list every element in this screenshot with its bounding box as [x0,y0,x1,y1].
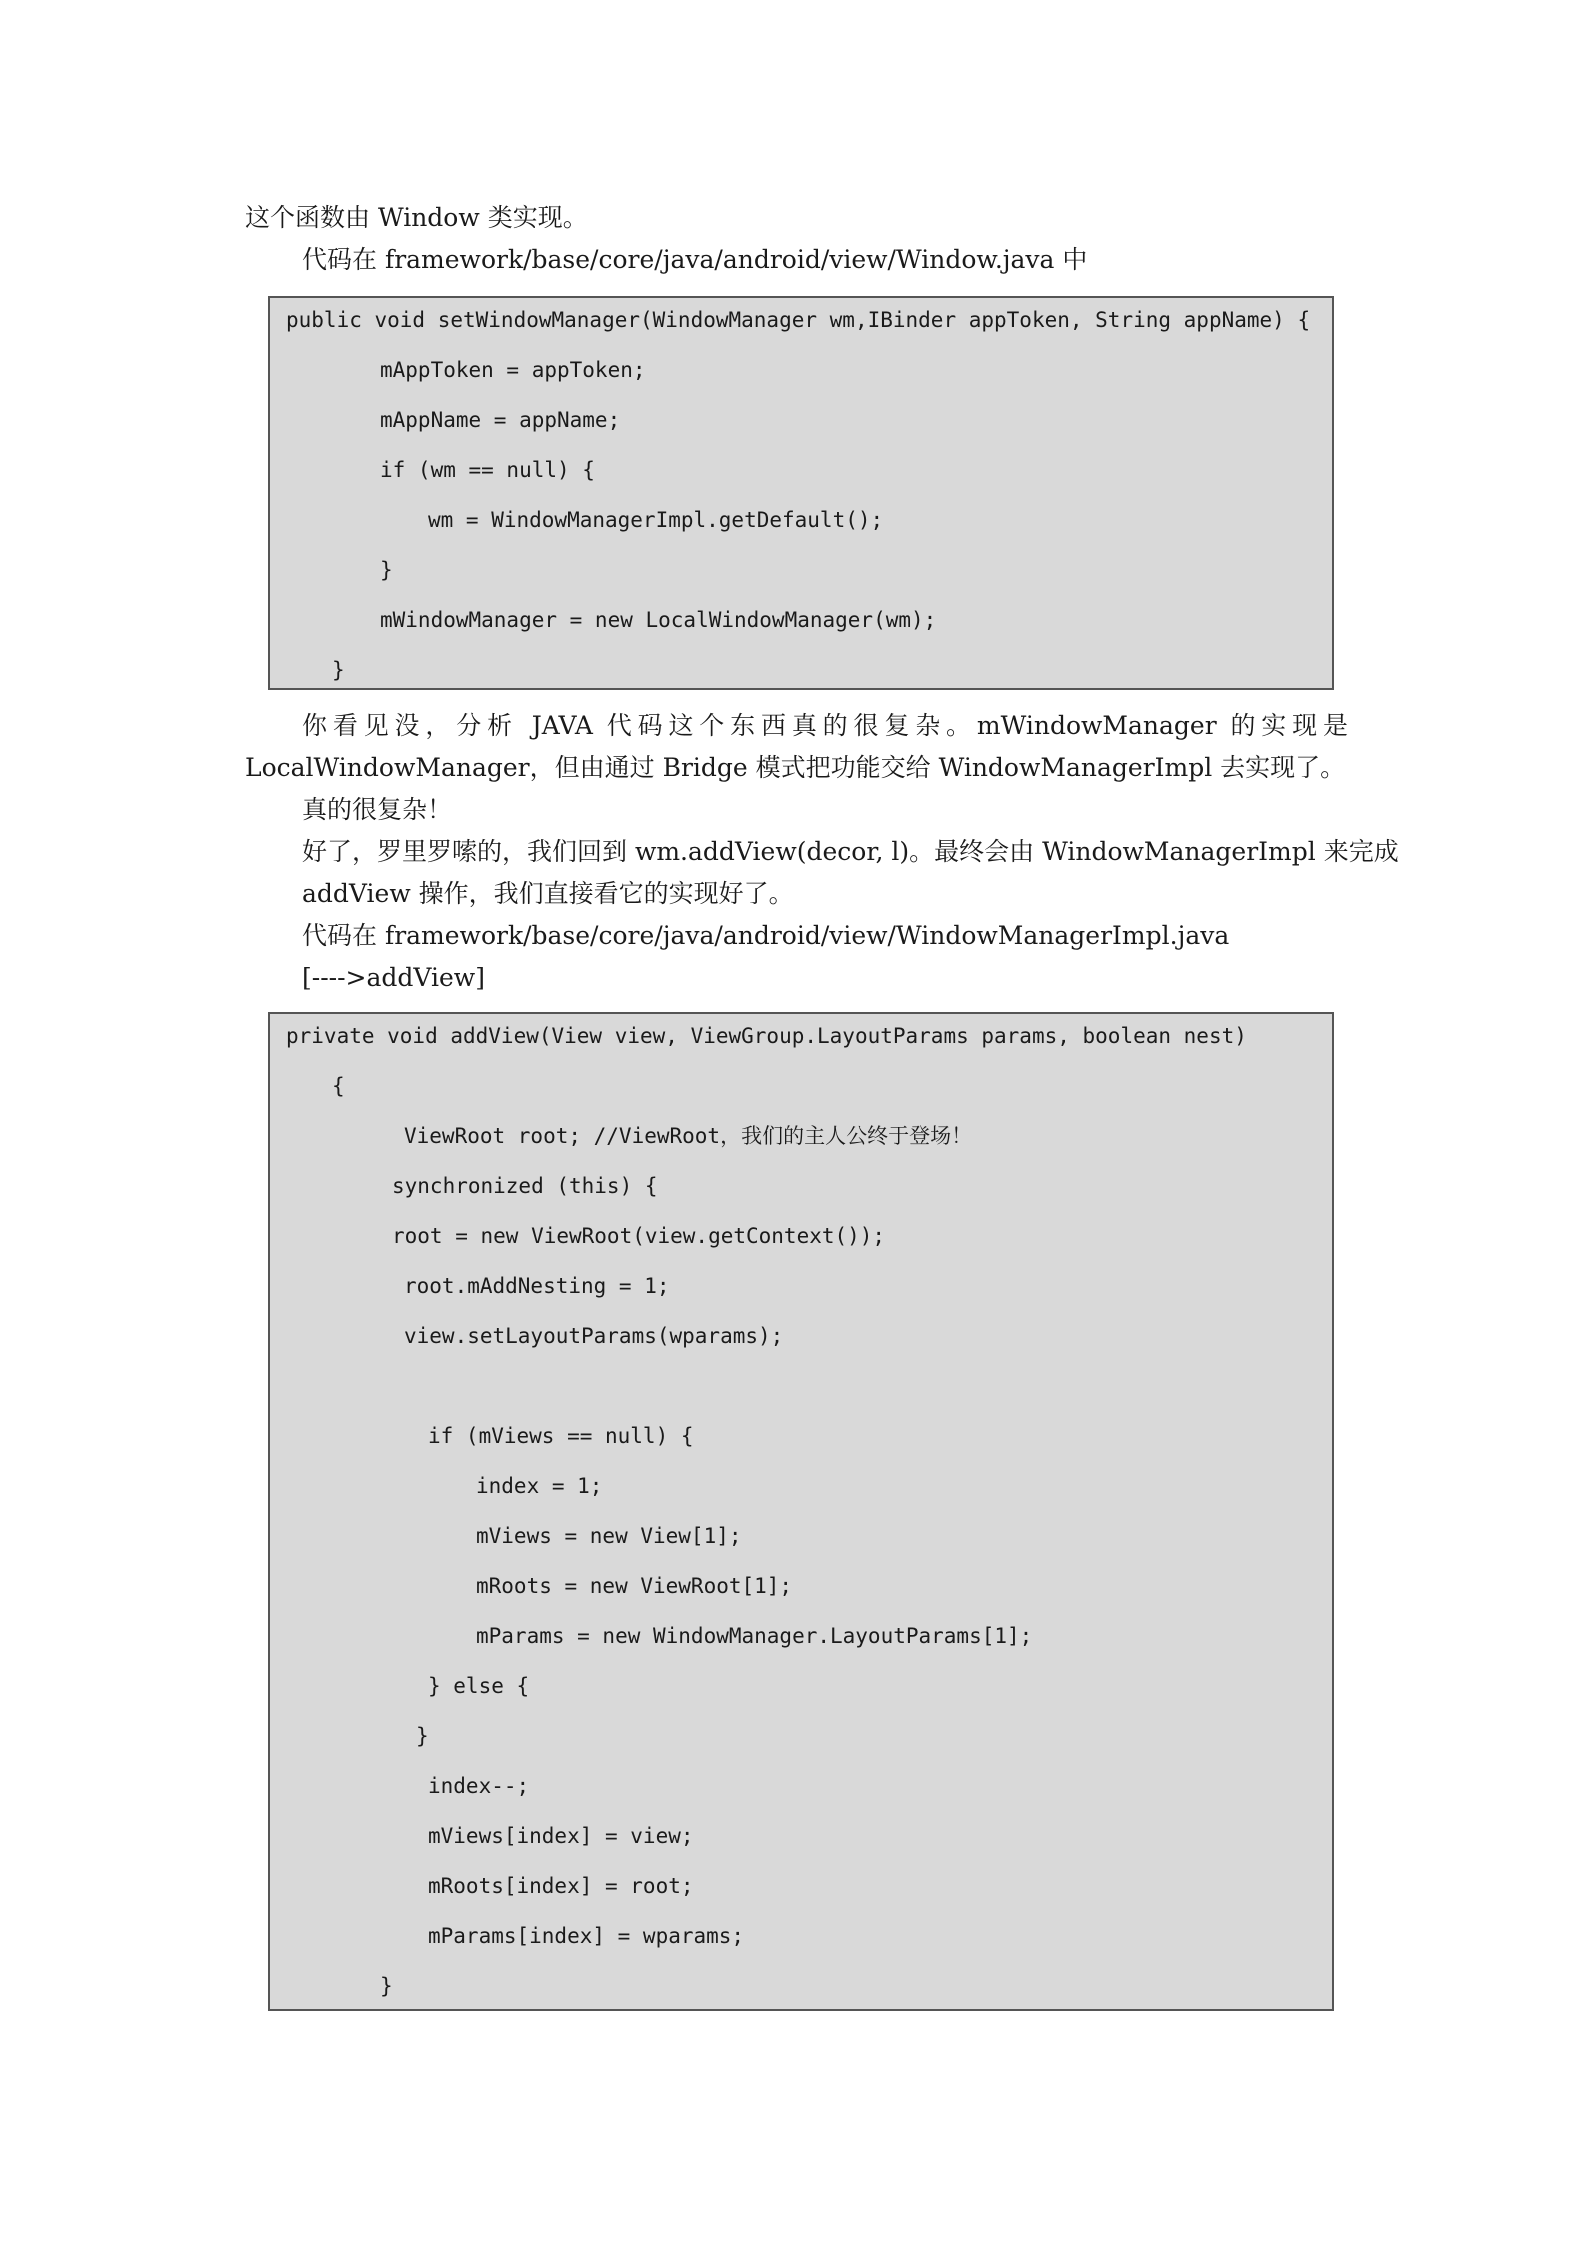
code-line: mRoots = new ViewRoot[1]; [476,1574,793,1598]
code-line: } else { [428,1674,530,1698]
code-line: mRoots[index] = root; [428,1874,694,1898]
code-line: private void addView(View view, ViewGroup.LayoutParams params, boolean nest) [286,1024,1247,1048]
code-line: { [332,1074,345,1098]
code-line: } [380,558,393,582]
code-line: } [332,658,345,682]
code-line: mViews = new View[1]; [476,1524,742,1548]
code-line: root = new ViewRoot(view.getContext()); [392,1224,886,1248]
paragraph-analysis-7: [---->addView] [302,963,485,992]
code-line: mViews[index] = view; [428,1824,694,1848]
paragraph-analysis-2: LocalWindowManager，但由通过 Bridge 模式把功能交给 WindowManagerImpl 去实现了。 [245,753,1346,782]
paragraph-analysis-3: 真的很复杂！ [302,795,453,824]
code-block-set-window-manager [268,296,1334,690]
code-line: index--; [428,1774,530,1798]
code-line: public void setWindowManager(WindowManager wm,IBinder appToken, String appName) { [286,308,1311,332]
code-line: ViewRoot root; //ViewRoot，我们的主人公终于登场！ [404,1124,973,1148]
paragraph-analysis-5: addView 操作，我们直接看它的实现好了。 [302,879,794,908]
paragraph-intro-1: 这个函数由 Window 类实现。 [245,203,588,232]
code-line: mAppToken = appToken; [380,358,646,382]
paragraph-analysis-4: 好了，罗里罗嗦的，我们回到 wm.addView(decor, l)。最终会由 WindowManagerImpl 来完成 [302,837,1399,866]
code-line: if (mViews == null) { [428,1424,694,1448]
code-line: } [380,1974,393,1998]
code-block-add-view [268,1012,1334,2011]
code-line: mParams[index] = wparams; [428,1924,745,1948]
code-line: } [416,1724,429,1748]
code-line: view.setLayoutParams(wparams); [404,1324,784,1348]
code-line: index = 1; [476,1474,603,1498]
paragraph-analysis-1: 你看见没，分析 JAVA 代码这个东西真的很复杂。mWindowManager 的实现是 [302,711,1348,740]
code-line: if (wm == null) { [380,458,595,482]
code-line: wm = WindowManagerImpl.getDefault(); [428,508,884,532]
paragraph-intro-2: 代码在 framework/base/core/java/android/view/Window.java 中 [302,245,1088,274]
code-line: mParams = new WindowManager.LayoutParams[1]; [476,1624,1033,1648]
code-line: mAppName = appName; [380,408,621,432]
code-line: synchronized (this) { [392,1174,658,1198]
paragraph-analysis-6: 代码在 framework/base/core/java/android/view/WindowManagerImpl.java [302,921,1230,950]
code-line: mWindowManager = new LocalWindowManager(wm); [380,608,937,632]
code-line: root.mAddNesting = 1; [404,1274,670,1298]
